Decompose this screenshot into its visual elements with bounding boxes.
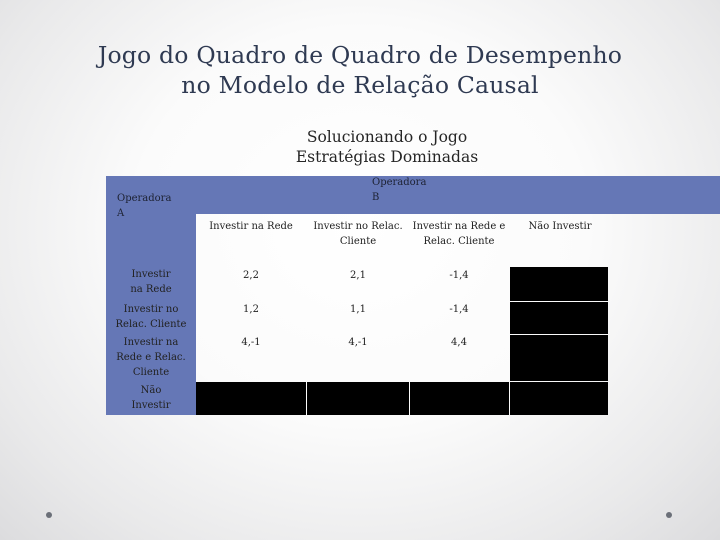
eliminated-cell-r3-c4 [510, 335, 608, 381]
slide-subtitle-line-1: Solucionando o Jogo [306, 128, 468, 146]
payoff-r1-c3: -1,4 [449, 270, 469, 281]
payoff-r3-c1: 4,-1 [241, 337, 261, 348]
row-header-3-line-3: Cliente [132, 367, 170, 378]
row-header-3 [106, 335, 196, 380]
col-header-2-line-2: Cliente [339, 236, 377, 247]
row-header-1 [106, 267, 196, 297]
payoff-r3-c3: 4,4 [451, 337, 467, 348]
col-header-4-line-1: Não Investir [528, 221, 592, 232]
row-header-2-line-2: Relac. Cliente [115, 319, 187, 330]
column-player-header [196, 176, 720, 214]
corner-dot-right [666, 512, 672, 518]
eliminated-cell-r4-c4 [510, 382, 608, 415]
matrix-corner-block [106, 176, 196, 266]
payoff-r2-c1: 1,2 [243, 304, 259, 315]
eliminated-cell-r4-c1 [196, 382, 306, 415]
slide-title [0, 40, 720, 100]
column-player-label: Operadora B [372, 177, 427, 203]
row-header-3-line-1: Investir na [123, 337, 179, 348]
payoff-r1-c1: 2,2 [243, 270, 259, 281]
payoff-r2-c3: -1,4 [449, 304, 469, 315]
col-header-1-line-1: Investir na Rede [209, 221, 293, 232]
corner-dot-left [46, 512, 52, 518]
row-header-1-line-1: Investir [131, 269, 171, 280]
col-header-3-line-2: Relac. Cliente [423, 236, 495, 247]
row-header-4 [106, 383, 196, 413]
col-header-3-line-1: Investir na Rede e [412, 221, 506, 232]
col-header-4 [510, 219, 610, 234]
row-header-3-line-2: Rede e Relac. [116, 352, 186, 363]
slide-title-line-1: Jogo do Quadro de Quadro de Desempenho [97, 41, 623, 69]
col-header-2 [307, 219, 409, 249]
slide-subtitle-line-2: Estratégias Dominadas [295, 148, 479, 166]
eliminated-cell-r2-c4 [510, 302, 608, 334]
slide-title-line-2: no Modelo de Relação Causal [181, 71, 539, 99]
row-header-4-line-2: Investir [131, 400, 171, 411]
payoff-r1-c2: 2,1 [350, 270, 366, 281]
payoff-r3-c2: 4,-1 [348, 337, 368, 348]
payoff-r2-c2: 1,1 [350, 304, 366, 315]
row-header-1-line-2: na Rede [130, 284, 172, 295]
row-header-2 [106, 302, 196, 332]
eliminated-cell-r4-c3 [410, 382, 509, 415]
row-player-label: Operadora A [117, 193, 172, 219]
col-header-1 [196, 219, 306, 234]
row-header-2-line-1: Investir no [123, 304, 179, 315]
eliminated-cell-r1-c4 [510, 267, 608, 301]
col-header-3 [409, 219, 509, 249]
eliminated-cell-r4-c2 [307, 382, 409, 415]
row-header-4-line-1: Não [140, 385, 162, 396]
col-header-2-line-1: Investir no Relac. [313, 221, 403, 232]
slide-subtitle [0, 127, 720, 167]
